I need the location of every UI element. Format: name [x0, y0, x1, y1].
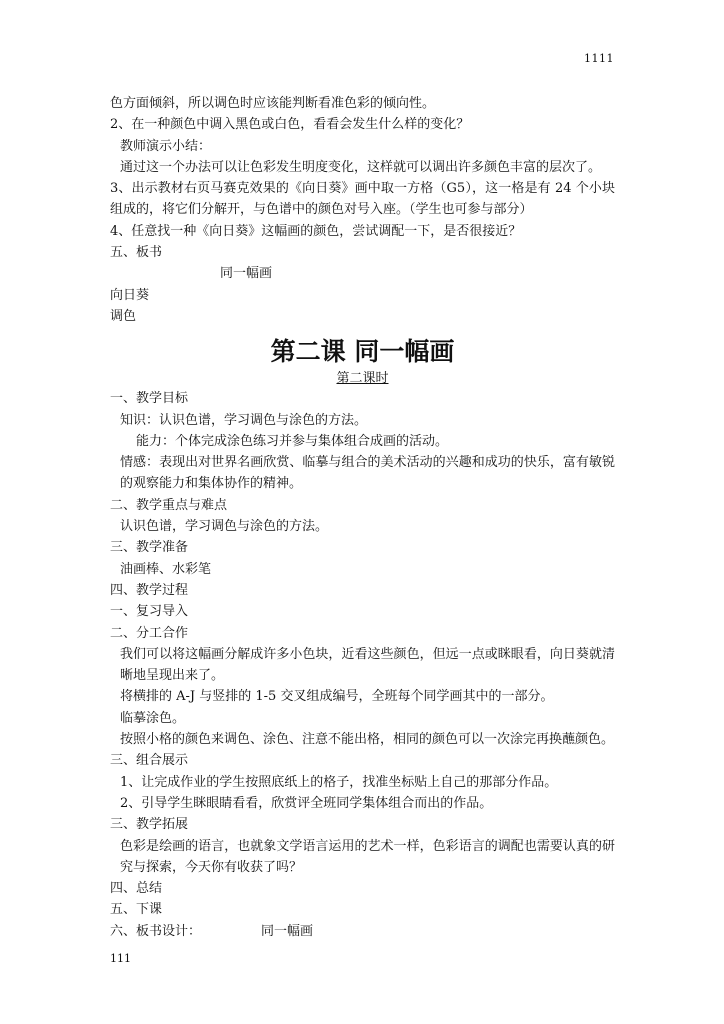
text-line: 色方面倾斜，所以调色时应该能判断看准色彩的倾向性。 — [110, 96, 436, 111]
section-heading: 四、教学过程 — [110, 582, 189, 598]
text-line: 教师演示小结： — [120, 138, 212, 154]
section-heading: 一、复习导入 — [110, 604, 189, 620]
text-paragraph: 情感：表现出对世界名画欣赏、临摹与组合的美术活动的兴趣和成功的快乐，富有敏锐的观察能力和集体协作的精神。 — [120, 455, 615, 492]
section-heading: 五、板书 — [110, 245, 163, 261]
text-paragraph: 按照小格的颜色来调色、涂色、注意不能出格，相同的颜色可以一次涂完再换蘸颜色。 — [120, 732, 615, 748]
section-heading: 一、教学目标 — [110, 391, 189, 407]
text-line: 临摹涂色。 — [120, 710, 186, 726]
section-heading: 四、总结 — [110, 881, 163, 897]
board-center-text: 同一幅画 — [220, 266, 273, 282]
text-line: 4、任意找一种《向日葵》这幅画的颜色，尝试调配一下，是否很接近？ — [110, 223, 522, 239]
text-line: 1、让完成作业的学生按照底纸上的格子，找准坐标贴上自己的那部分作品。 — [120, 774, 558, 790]
section-heading: 三、教学拓展 — [110, 817, 189, 833]
page-number-bottom: 111 — [110, 952, 131, 965]
text-line: 知识：认识色谱，学习调色与涂色的方法。 — [120, 412, 368, 428]
text-line: 2、引导学生眯眼睛看看，欣赏评全班同学集体组合而出的作品。 — [120, 795, 493, 811]
text-line: 能力：个体完成涂色练习并参与集体组合成画的活动。 — [136, 433, 449, 449]
text-paragraph: 色彩是绘画的语言，也就象文学语言运用的艺术一样，色彩语言的调配也需要认真的研究与探索，今天你有收获了吗？ — [120, 838, 615, 875]
lesson-subtitle: 第二课时 — [336, 371, 389, 387]
text-line: 2、在一种颜色中调入黑色或白色，看看会发生什么样的变化？ — [110, 117, 470, 133]
text-line: 将横排的 A-J 与竖排的 1-5 交叉组成编号，全班每个同学画其中的一部分。 — [120, 689, 554, 705]
section-heading: 二、教学重点与难点 — [110, 497, 228, 513]
board-left-text: 调色 — [110, 308, 137, 324]
section-heading: 六、板书设计： — [110, 923, 202, 939]
section-heading: 二、分工合作 — [110, 625, 189, 641]
section-heading: 三、教学准备 — [110, 540, 189, 556]
board-title: 同一幅画 — [261, 923, 314, 939]
page-number-top: 1111 — [584, 52, 614, 65]
text-line: 油画棒、水彩笔 — [120, 561, 212, 577]
document-body — [110, 93, 615, 942]
text-paragraph: 3、出示教材右页马赛克效果的《向日葵》画中取一方格（G5），这一格是有 24 个小块组成的，将它们分解开，与色谱中的颜色对号入座。（学生也可参与部分） — [110, 181, 615, 218]
board-left-text: 向日葵 — [110, 287, 150, 303]
text-paragraph: 通过这一个办法可以让色彩发生明度变化，这样就可以调出许多颜色丰富的层次了。 — [120, 159, 602, 175]
section-heading: 三、组合展示 — [110, 753, 189, 769]
text-paragraph: 我们可以将这幅画分解成许多小色块，近看这些颜色，但远一点或眯眼看，向日葵就清晰地呈现出来了。 — [120, 646, 615, 684]
text-line: 认识色谱，学习调色与涂色的方法。 — [120, 519, 329, 535]
board-design-row — [110, 921, 615, 942]
lesson-title: 第二课 同一幅画 — [270, 337, 455, 367]
section-heading: 五、下课 — [110, 902, 163, 918]
